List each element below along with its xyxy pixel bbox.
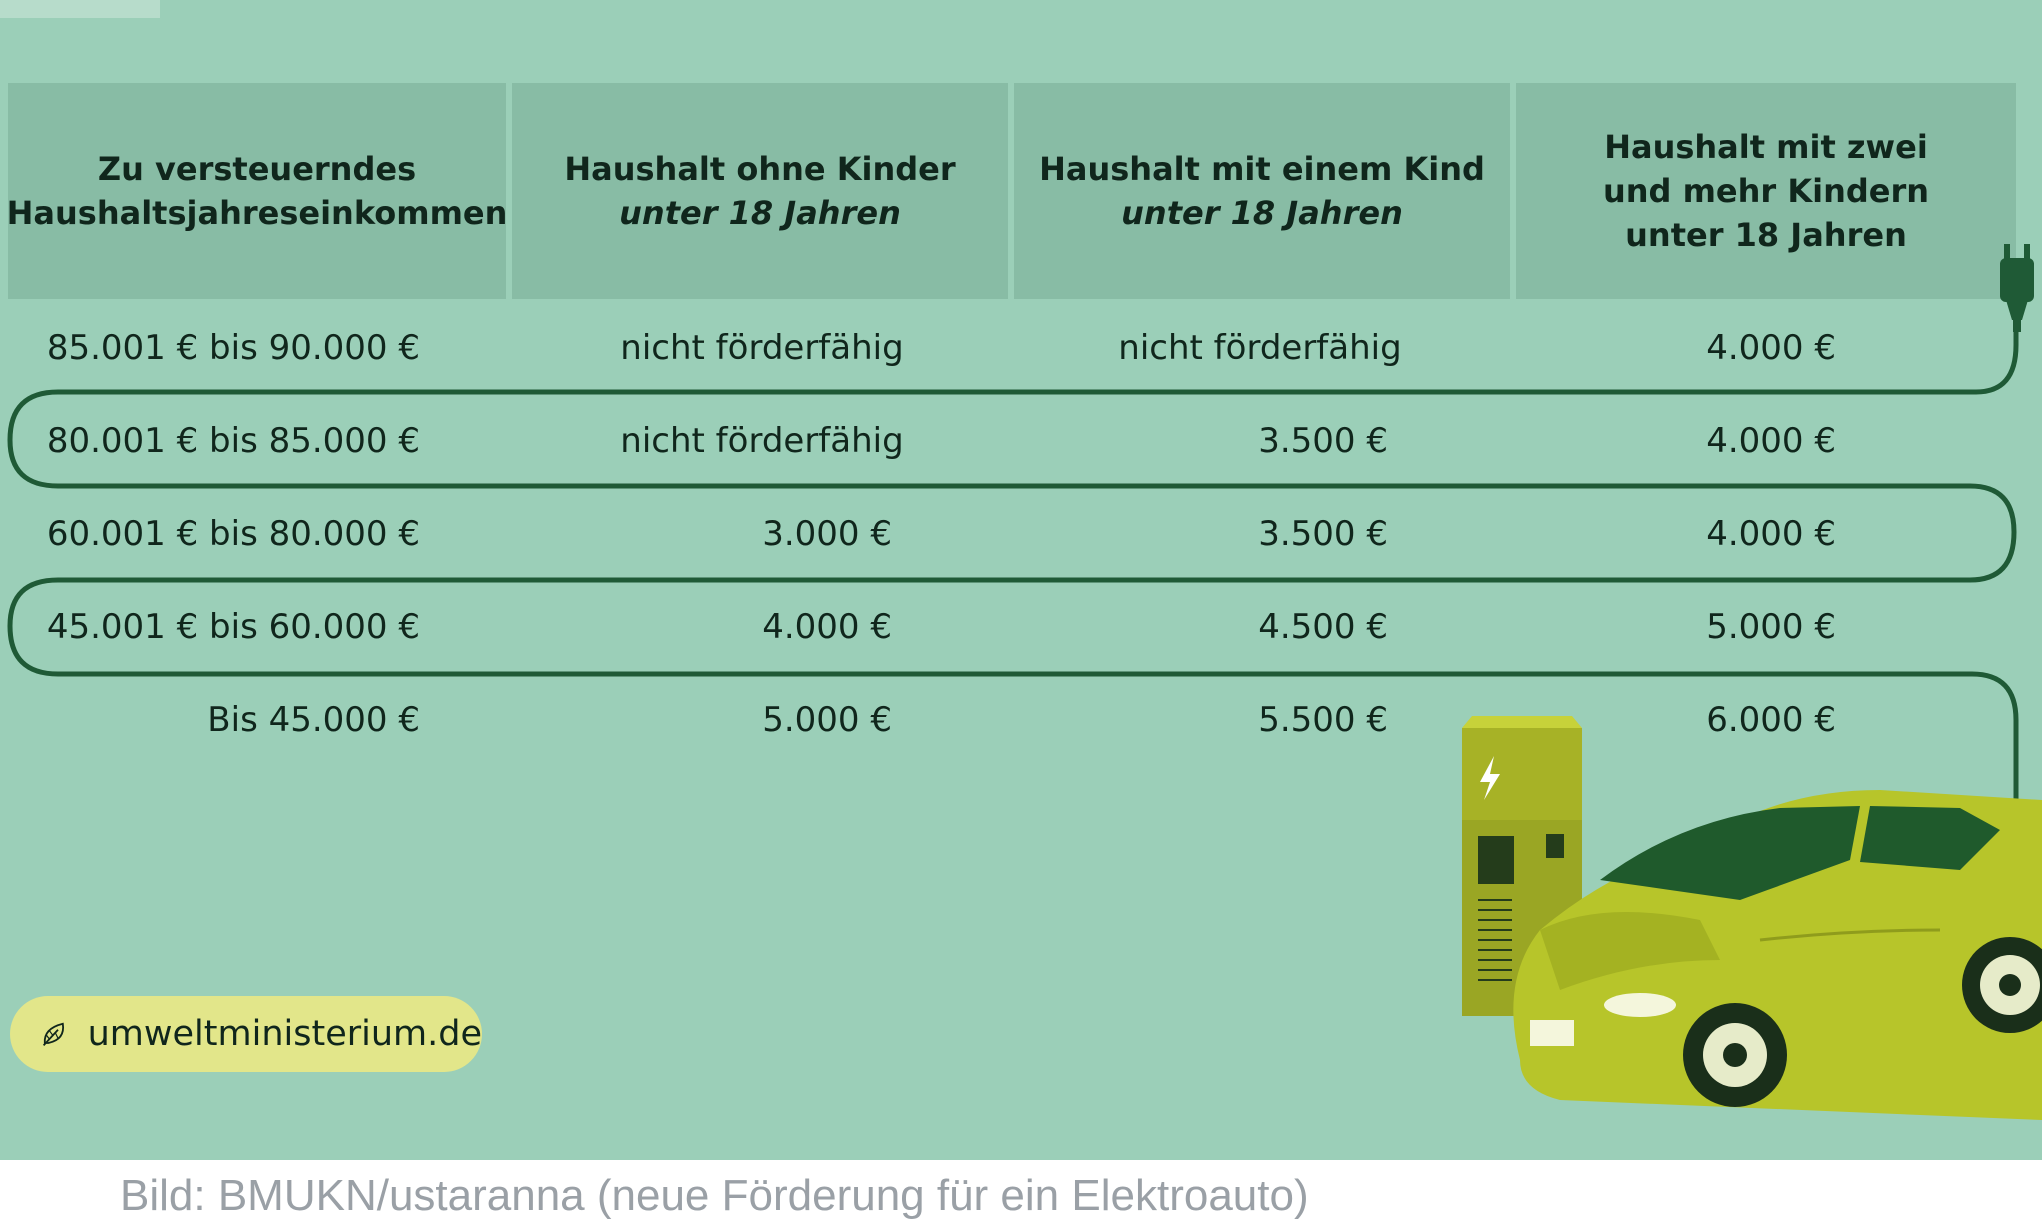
amount-two-children: 4.000 € (1706, 514, 1836, 554)
header-income-line1: Zu versteuerndes (97, 150, 417, 188)
header-one-child-line1: Haushalt mit einem Kind (1039, 150, 1485, 188)
amount-one-child: 5.500 € (1258, 700, 1388, 740)
income-range: 45.001 € bis 60.000 € (46, 607, 420, 647)
amount-two-children: 4.000 € (1706, 328, 1836, 368)
header-no-children-line2: unter 18 Jahren (619, 194, 901, 232)
amount-no-children: nicht förderfähig (620, 421, 904, 461)
amount-one-child: 3.500 € (1258, 421, 1388, 461)
amount-no-children: 4.000 € (762, 607, 892, 647)
amount-two-children: 5.000 € (1706, 607, 1836, 647)
website-url[interactable]: umweltministerium.de (87, 1014, 482, 1054)
income-range: Bis 45.000 € (207, 700, 420, 740)
amount-one-child: 3.500 € (1258, 514, 1388, 554)
amount-one-child: 4.500 € (1258, 607, 1388, 647)
website-badge[interactable] (10, 996, 482, 1072)
income-range: 85.001 € bis 90.000 € (46, 328, 420, 368)
leaf-icon (40, 1011, 68, 1057)
income-range: 80.001 € bis 85.000 € (46, 421, 420, 461)
amount-no-children: 3.000 € (762, 514, 892, 554)
header-two-children-line3: unter 18 Jahren (1625, 216, 1907, 254)
amount-no-children: nicht förderfähig (620, 328, 904, 368)
amount-no-children: 5.000 € (762, 700, 892, 740)
income-range: 60.001 € bis 80.000 € (46, 514, 420, 554)
image-caption: Bild: BMUKN/ustaranna (neue Förderung für ein Elektroauto) (120, 1171, 1309, 1220)
header-two-children-line1: Haushalt mit zwei (1604, 128, 1928, 166)
amount-two-children: 4.000 € (1706, 421, 1836, 461)
header-no-children-line1: Haushalt ohne Kinder (564, 150, 956, 188)
header-one-child-line2: unter 18 Jahren (1121, 194, 1403, 232)
amount-two-children: 6.000 € (1706, 700, 1836, 740)
header-two-children-line2: und mehr Kindern (1602, 172, 1930, 210)
header-income-line2: Haushaltsjahreseinkommen (6, 194, 508, 232)
amount-one-child: nicht förderfähig (1118, 328, 1402, 368)
